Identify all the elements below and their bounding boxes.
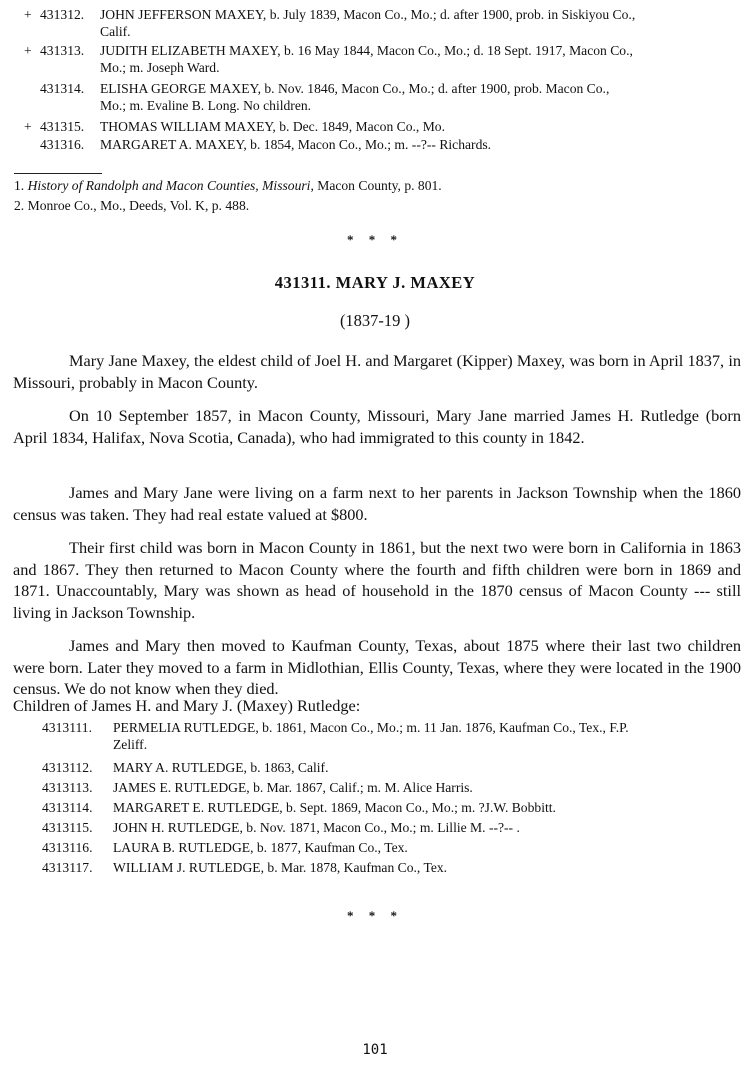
entry-number: 4313113. bbox=[42, 780, 93, 795]
entry-text-cont: Calif. bbox=[100, 24, 131, 39]
entry-number: 4313115. bbox=[42, 820, 93, 835]
entry-text: LAURA B. RUTLEDGE, b. 1877, Kaufman Co., Tex. bbox=[113, 840, 408, 855]
entry-number: 4313117. bbox=[42, 860, 93, 875]
entry-number: 431313. bbox=[40, 43, 85, 58]
section-separator: * * * bbox=[347, 232, 403, 247]
paragraph: On 10 September 1857, in Macon County, Missouri, Mary Jane married James H. Rutledge (born April 1834, Halifax, Nova Scotia, Canada), who had immigrated to this county in 1842. bbox=[13, 406, 741, 447]
footnote-divider bbox=[14, 173, 102, 174]
section-separator: * * * bbox=[347, 908, 403, 923]
entry-number: 431314. bbox=[40, 81, 85, 96]
entry-number: 4313116. bbox=[42, 840, 93, 855]
entry-number: 431316. bbox=[40, 137, 85, 152]
entry-text: JOHN JEFFERSON MAXEY, b. July 1839, Macon Co., Mo.; d. after 1900, prob. in Siskiyou Co., bbox=[100, 7, 636, 22]
entry-text: PERMELIA RUTLEDGE, b. 1861, Macon Co., Mo.; m. 11 Jan. 1876, Kaufman Co., Tex., F.P. bbox=[113, 720, 629, 735]
entry-text-cont: Zeliff. bbox=[113, 737, 148, 752]
entry-text: JAMES E. RUTLEDGE, b. Mar. 1867, Calif.; m. M. Alice Harris. bbox=[113, 780, 473, 795]
paragraph: Mary Jane Maxey, the eldest child of Joel H. and Margaret (Kipper) Maxey, was born in April 1837, in Missouri, probably in Macon County. bbox=[13, 351, 741, 392]
children-intro: Children of James H. and Mary J. (Maxey) Rutledge: bbox=[13, 696, 361, 715]
entry-mark: + bbox=[24, 7, 32, 22]
footnote bbox=[14, 197, 734, 214]
footnote-number: 1. bbox=[14, 178, 25, 193]
paragraph: James and Mary then moved to Kaufman County, Texas, about 1875 where their last two children were born. Later they moved to a farm in Midlothian, Ellis County, Texas, where they were located in the 1900 census. We do not know when they died. bbox=[13, 636, 741, 698]
section-heading: 431311. MARY J. MAXEY bbox=[274, 273, 476, 292]
entry-text-cont: Mo.; m. Evaline B. Long. No children. bbox=[100, 98, 312, 113]
entry-number: 4313114. bbox=[42, 800, 93, 815]
footnote-text: , Macon County, p. 801. bbox=[310, 178, 442, 193]
footnote-number: 2. bbox=[14, 198, 25, 213]
paragraph: Their first child was born in Macon County in 1861, but the next two were born in California in 1863 and 1867. They then returned to Macon County where the fourth and fifth children were born in 1869 and 1871. Unaccountably, Mary was shown as head of household in the 1870 census of Macon County --- still living in Jackson Township. bbox=[13, 538, 741, 622]
entry-number: 431312. bbox=[40, 7, 85, 22]
entry-text: MARGARET E. RUTLEDGE, b. Sept. 1869, Macon Co., Mo.; m. ?J.W. Bobbitt. bbox=[113, 800, 556, 815]
life-dates: (1837-19 ) bbox=[339, 311, 411, 330]
entry-mark: + bbox=[24, 119, 32, 134]
entry-number: 431315. bbox=[40, 119, 85, 134]
entry-text: JUDITH ELIZABETH MAXEY, b. 16 May 1844, Macon Co., Mo.; d. 18 Sept. 1917, Macon Co., bbox=[100, 43, 633, 58]
footnote bbox=[14, 177, 734, 194]
entry-text: WILLIAM J. RUTLEDGE, b. Mar. 1878, Kaufman Co., Tex. bbox=[113, 860, 448, 875]
entry-mark: + bbox=[24, 43, 32, 58]
entry-text: JOHN H. RUTLEDGE, b. Nov. 1871, Macon Co., Mo.; m. Lillie M. --?-- . bbox=[113, 820, 520, 835]
entry-number: 4313112. bbox=[42, 760, 93, 775]
page-number: 101 bbox=[362, 1042, 388, 1058]
paragraph: James and Mary Jane were living on a farm next to her parents in Jackson Township when the 1860 census was taken. They had real estate valued at $800. bbox=[13, 483, 741, 524]
entry-text: MARY A. RUTLEDGE, b. 1863, Calif. bbox=[113, 760, 329, 775]
entry-text: THOMAS WILLIAM MAXEY, b. Dec. 1849, Macon Co., Mo. bbox=[100, 119, 445, 134]
entry-text: ELISHA GEORGE MAXEY, b. Nov. 1846, Macon Co., Mo.; d. after 1900, prob. Macon Co., bbox=[100, 81, 610, 96]
entry-text-cont: Mo.; m. Joseph Ward. bbox=[100, 60, 220, 75]
entry-text: MARGARET A. MAXEY, b. 1854, Macon Co., Mo.; m. --?-- Richards. bbox=[100, 137, 492, 152]
footnote-title: History of Randolph and Macon Counties, Missouri bbox=[27, 178, 311, 193]
entry-number: 4313111. bbox=[42, 720, 92, 735]
footnote-text: Monroe Co., Mo., Deeds, Vol. K, p. 488. bbox=[27, 198, 250, 213]
